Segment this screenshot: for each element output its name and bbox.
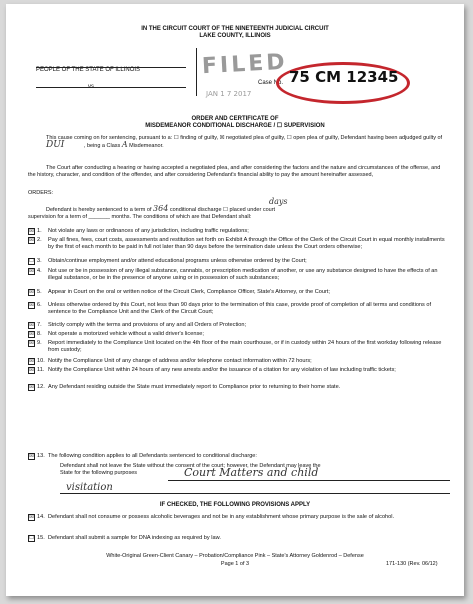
condition-checkbox[interactable]: ☒ (29, 331, 34, 337)
people-of-illinois: PEOPLE OF THE STATE OF ILLINOIS (36, 67, 141, 73)
condition-checkbox[interactable]: ☒ (29, 358, 34, 364)
cond13-line2: State for the following purposes (60, 470, 138, 476)
condition-checkbox[interactable]: ☒ (29, 322, 34, 328)
condition-text: Unless otherwise ordered by this Court, not less than 90 days prior to the termination of this case, provide proof of completion of all terms and conditions of sentence to the Compliance Unit and the Clerk of the Circuit Court; (48, 302, 432, 315)
condition-checkbox[interactable]: ☒ (29, 514, 34, 520)
condition-number: 3. (37, 258, 42, 264)
condition-text: Not use or be in possession of any illegal substance, cannabis, or prescription medication of another, or use any substance designed to have the effects of an illegal substance, or be in the presence of anyone using or in possession of such substances; (48, 268, 438, 281)
footer-form-number: 171-130 (Rev. 06/12) (386, 561, 438, 567)
condition-checkbox[interactable]: ☒ (29, 289, 34, 295)
days-handwritten: days (269, 197, 288, 206)
condition-checkbox[interactable]: ☒ (29, 268, 34, 274)
court-name-line2: LAKE COUNTY, ILLINOIS (199, 33, 271, 39)
court-name-line1: IN THE CIRCUIT COURT OF THE NINETEENTH JUDICIAL CIRCUIT (141, 26, 329, 32)
term-handwritten: 364 (153, 204, 169, 213)
condition-number: 15. (37, 535, 45, 541)
condition-number: 7. (37, 322, 42, 328)
condition-number: 2. (37, 237, 42, 243)
sentence-text-b: sentenced to a term of (96, 207, 152, 213)
condition-text: Report immediately to the Compliance Unit located on the 4th floor of the main courthouse, or if in custody within 24 hours of the first workday following release from custody; (48, 340, 442, 353)
condition-number: 4. (37, 268, 42, 274)
court-findings-paragraph: The Court after conducting a hearing or having accepted a negotiated plea, and after considering the factors and the nature and circumstances of the offense, and the history, character, and condition of the offender, and after considering Defendant's financial ability to pay the amount hereinafter assessed, (28, 165, 441, 178)
sentence-text-c: conditional discharge ☐ placed under court (169, 207, 276, 213)
if-checked-heading: IF CHECKED, THE FOLLOWING PROVISIONS APPLY (159, 502, 311, 508)
condition-number: 14. (37, 514, 45, 520)
cond13-handwritten-purpose: Court Matters and child (184, 466, 319, 479)
condition-checkbox[interactable]: ☐ (29, 535, 34, 541)
condition-text: Notify the Compliance Unit within 24 hours of any new arrests and/or the issuance of a citation for any violation of law including traffic tickets; (48, 367, 396, 373)
condition-number: 1. (37, 228, 42, 234)
cond13-line-b (60, 493, 450, 494)
class-handwritten: A (121, 139, 128, 149)
condition-number: 13. (37, 453, 45, 459)
class-text: , being a Class (83, 142, 121, 149)
supervision-line: supervision for a term of _______ months. The conditions of which are that Defendant shall: (28, 214, 252, 220)
condition-checkbox[interactable]: ☒ (29, 367, 34, 373)
condition-text: Not operate a motorized vehicle without a valid driver's license; (48, 331, 204, 337)
order-title-line2: MISDEMEANOR CONDITIONAL DISCHARGE / ☐ SUPERVISION (145, 123, 325, 129)
condition-number: 11. (37, 367, 45, 373)
sentence-text-a: Defendant is hereby (46, 207, 96, 213)
sentencing-paragraph (28, 135, 448, 149)
footer-page: Page 1 of 3 (220, 561, 250, 567)
condition-text: Pay all fines, fees, court costs, assessments and restitution set forth on Exhibit A through the Office of the Clerk of the Circuit Court in equal monthly installments by the first of each month to be paid in full not later than 90 days before the termination date unless the Court orders otherwise; (48, 237, 445, 250)
offense-handwritten: DUI (46, 139, 65, 150)
cond13-handwritten-visitation: visitation (66, 482, 113, 493)
versus-label: vs (88, 84, 94, 90)
condition-checkbox[interactable]: ☒ (29, 302, 34, 308)
sentencing-text: This cause coming on for sentencing, pursuant to a: ☐ finding of guilty, ☒ negotiated plea of guilty, ☐ open plea of guilty, Defendant having been adjudged guilty of (46, 135, 443, 141)
condition-text: Defendant shall submit a sample for DNA indexing as required by law. (48, 535, 221, 541)
condition-text: Obtain/continue employment and/or attend educational programs unless otherwise ordered by the Court; (48, 258, 307, 264)
condition-number: 6. (37, 302, 42, 308)
filed-stamp: FILED (201, 49, 289, 80)
condition-text: Appear in Court on the oral or written notice of the Circuit Clerk, Compliance Officer, State's Attorney, or the Court; (48, 289, 330, 295)
condition-checkbox[interactable]: ☒ (29, 237, 34, 243)
condition-checkbox[interactable]: ☒ (29, 340, 34, 346)
condition-text: Notify the Compliance Unit of any change of address and/or telephone contact information within 72 hours; (48, 358, 312, 364)
footer-copies: White-Original Green-Client Canary – Probation/Compliance Pink – State's Attorney Goldenrod – Defense (106, 553, 364, 559)
case-number-value: 75 CM 12345 (289, 68, 399, 86)
condition-checkbox[interactable]: ☐ (29, 258, 34, 264)
condition-checkbox[interactable]: ☒ (29, 384, 34, 390)
cond13-line1: Defendant shall not leave the State without the consent of the court; however, the Defendant may leave the (60, 463, 321, 469)
caption-divider (196, 48, 198, 96)
filed-date-stamp: JAN 1 7 2017 (206, 90, 252, 98)
cond13-line-a (168, 480, 450, 481)
condition-number: 12. (37, 384, 45, 390)
sentence-paragraph (46, 206, 450, 214)
order-title-line1: ORDER AND CERTIFICATE OF (191, 116, 279, 122)
condition-number: 5. (37, 289, 42, 295)
condition-text: Defendant shall not consume or possess alcoholic beverages and not be in any establishment whose primary purpose is the sale of alcohol. (48, 514, 395, 520)
condition-checkbox[interactable]: ☒ (29, 228, 34, 234)
condition-text: The following condition applies to all Defendants sentenced to conditional discharge: (48, 453, 257, 459)
condition-number: 8. (37, 331, 42, 337)
defendant-line (36, 87, 186, 88)
condition-checkbox[interactable]: ☒ (29, 453, 34, 459)
document-page (6, 4, 464, 596)
case-no-label: Case No. (258, 80, 284, 86)
condition-number: 10. (37, 358, 45, 364)
condition-number: 9. (37, 340, 42, 346)
condition-text: Any Defendant residing outside the State must immediately report to Compliance prior to returning to their home state. (48, 384, 341, 390)
people-underline (36, 67, 186, 68)
misdemeanor-text: Misdemeanor. (129, 142, 164, 149)
condition-text: Not violate any laws or ordinances of any jurisdiction, including traffic regulations; (48, 228, 249, 234)
orders-label: ORDERS: (28, 190, 54, 196)
condition-text: Strictly comply with the terms and provisions of any and all Orders of Protection; (48, 322, 247, 328)
